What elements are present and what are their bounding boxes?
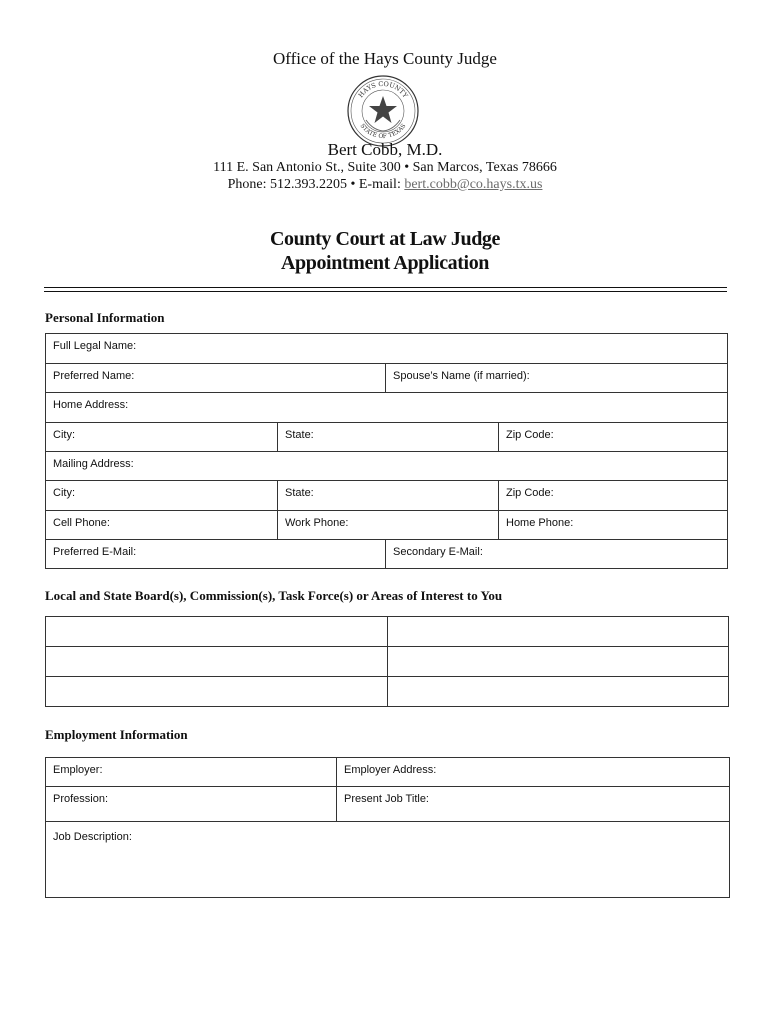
cell-phone-field[interactable]: Cell Phone: <box>46 511 278 540</box>
home-phone-field[interactable]: Home Phone: <box>499 511 728 540</box>
divider-rule-bottom <box>44 291 727 292</box>
svg-text:STATE OF TEXAS: STATE OF TEXAS <box>358 122 408 141</box>
office-title: Office of the Hays County Judge <box>273 49 497 68</box>
mailing-state-field[interactable]: State: <box>278 481 499 511</box>
employer-field[interactable]: Employer: <box>46 758 337 787</box>
county-seal <box>346 74 420 148</box>
board-entry-cell[interactable] <box>388 677 729 707</box>
personal-info-table <box>45 333 728 569</box>
email-link[interactable]: bert.cobb@co.hays.tx.us <box>404 177 543 192</box>
board-entry-cell[interactable] <box>388 617 729 647</box>
preferred-email-field[interactable]: Preferred E-Mail: <box>46 540 386 569</box>
present-job-title-field[interactable]: Present Job Title: <box>337 787 730 822</box>
document-title <box>0 227 770 275</box>
title-line-1: County Court at Law Judge <box>269 228 501 250</box>
employment-table <box>45 757 730 898</box>
home-state-field[interactable]: State: <box>278 423 499 452</box>
profession-field[interactable]: Profession: <box>46 787 337 822</box>
job-description-field[interactable]: Job Description: <box>46 822 730 898</box>
board-entry-cell[interactable] <box>46 647 388 677</box>
employer-address-field[interactable]: Employer Address: <box>337 758 730 787</box>
spouse-name-field[interactable]: Spouse’s Name (if married): <box>386 364 728 393</box>
svg-text:HAYS COUNTY: HAYS COUNTY <box>356 79 410 100</box>
divider-rule-top <box>44 287 727 288</box>
title-line-2: Appointment Application <box>280 252 490 274</box>
phone-text: Phone: 512.393.2205 • E-mail: <box>227 177 405 192</box>
mailing-zip-field[interactable]: Zip Code: <box>499 481 728 511</box>
home-address-field[interactable]: Home Address: <box>46 393 728 423</box>
board-entry-cell[interactable] <box>388 647 729 677</box>
home-city-field[interactable]: City: <box>46 423 278 452</box>
preferred-name-field[interactable]: Preferred Name: <box>46 364 386 393</box>
section-heading-boards: Local and State Board(s), Commission(s), Task Force(s) or Areas of Interest to You <box>45 588 503 603</box>
mailing-city-field[interactable]: City: <box>46 481 278 511</box>
mailing-address-field[interactable]: Mailing Address: <box>46 452 728 481</box>
office-address: 111 E. San Antonio St., Suite 300 • San Marcos, Texas 78666 <box>213 160 557 175</box>
full-legal-name-field[interactable]: Full Legal Name: <box>46 334 728 364</box>
work-phone-field[interactable]: Work Phone: <box>278 511 499 540</box>
section-heading-personal: Personal Information <box>45 310 165 325</box>
contact-line <box>0 177 770 193</box>
judge-name: Bert Cobb, M.D. <box>327 140 443 159</box>
secondary-email-field[interactable]: Secondary E-Mail: <box>386 540 728 569</box>
boards-table <box>45 616 729 707</box>
home-zip-field[interactable]: Zip Code: <box>499 423 728 452</box>
section-heading-employment: Employment Information <box>45 727 188 742</box>
board-entry-cell[interactable] <box>46 617 388 647</box>
board-entry-cell[interactable] <box>46 677 388 707</box>
